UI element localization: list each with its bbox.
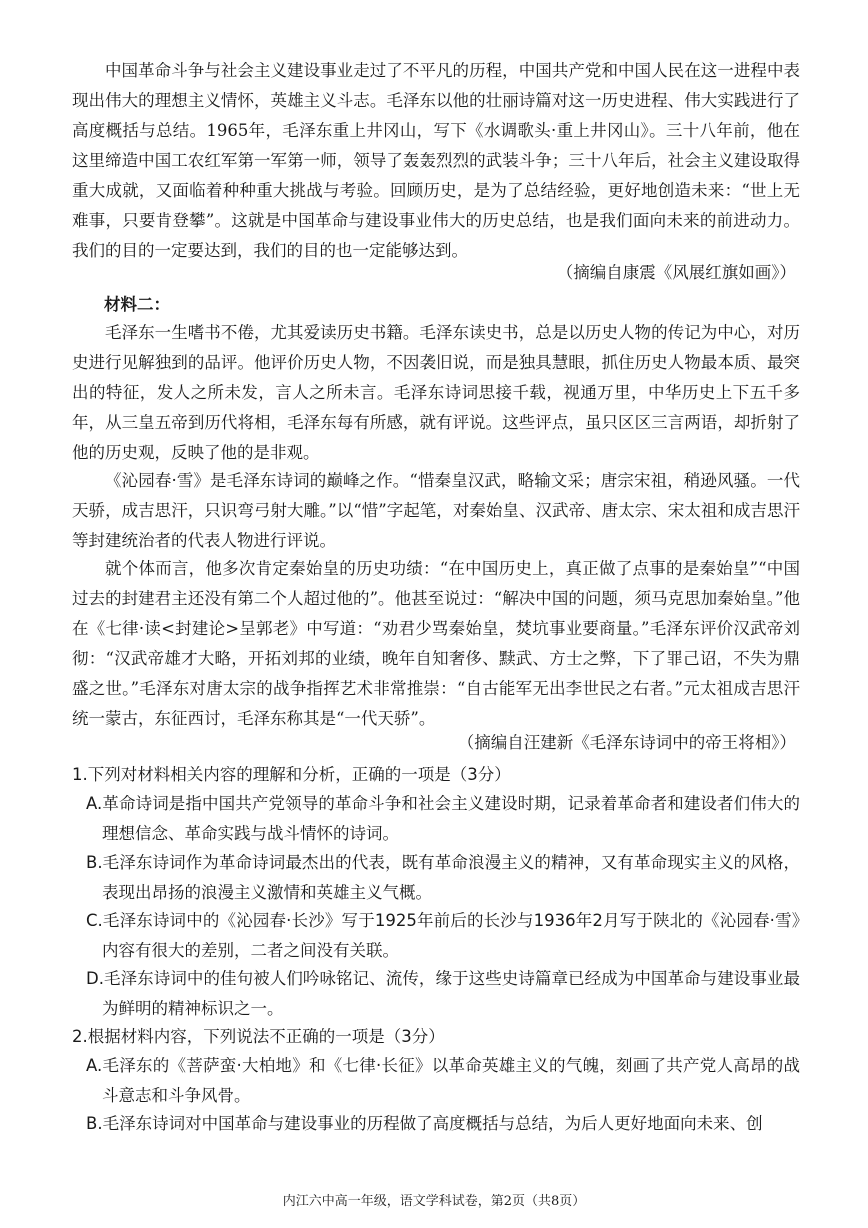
question1-option-d xyxy=(86,964,800,1024)
question1-option-d-text: D.毛泽东诗词中的佳句被人们吟咏铭记、流传，缘于这些史诗篇章已经成为中国革命与建设事业最为鲜明的精神标识之一。 xyxy=(86,969,800,1018)
material2-paragraph-1: 毛泽东一生嗜书不倦，尤其爱读历史书籍。毛泽东读史书，总是以历史人物的传记为中心，对历史进行见解独到的品评。他评价历史人物，不因袭旧说，而是独具慧眼，抓住历史人物最本质、最突出的特征，发人之所未发，言人之所未言。毛泽东诗词思接千载，视通万里，中华历史上下五千多年，从三皇五帝到历代将相，毛泽东每有所感，就有评说。这些评点，虽只区区三言两语，却折射了他的历史观，反映了他的是非观。 xyxy=(72,323,800,462)
material2-source: （摘编自汪建新《毛泽东诗词中的帝王将相》） xyxy=(457,733,796,752)
material2-paragraph-3: 就个体而言，他多次肯定秦始皇的历史功绩：“在中国历史上，真正做了点事的是秦始皇”“中国过去的封建君主还没有第二个人超过他的”。他甚至说过：“解决中国的问题，须马克思加秦始皇。”他在《七律·读<封建论>呈郭老》中写道：“劝君少骂秦始皇，焚坑事业要商量。”毛泽东评价汉武帝刘彻：“汉武帝雄才大略，开拓刘邦的业绩，晚年自知奢侈、黩武、方士之弊，下了罪己诏，不失为鼎盛之世。”毛泽东对唐太宗的战争指挥艺术非常推崇：“自古能军无出李世民之右者。”元太祖成吉思汗统一蒙古，东征西讨，毛泽东称其是“一代天骄”。 xyxy=(72,559,800,728)
question1-option-b xyxy=(86,848,800,908)
question2-stem: 2.根据材料内容，下列说法不正确的一项是（3分） xyxy=(72,1027,445,1046)
material2-heading: 材料二： xyxy=(104,295,170,314)
question2-option-a-text: A.毛泽东的《菩萨蛮·大柏地》和《七律·长征》以革命英雄主义的气魄，刻画了共产党人高昂的战斗意志和斗争风骨。 xyxy=(86,1056,800,1105)
page-footer: 内江六中高一年级，语文学科试卷，第2页（共8页） xyxy=(282,1194,586,1209)
question2-option-a xyxy=(86,1051,800,1111)
question1-option-a xyxy=(86,789,800,849)
question1-option-a-text: A.革命诗词是指中国共产党领导的革命斗争和社会主义建设时期，记录着革命者和建设者们伟大的理想信念、革命实践与战斗情怀的诗词。 xyxy=(86,794,800,843)
question1-option-b-text: B.毛泽东诗词作为革命诗词最杰出的代表，既有革命浪漫主义的精神，又有革命现实主义的风格，表现出昂扬的浪漫主义激情和英雄主义气概。 xyxy=(86,853,800,902)
material1-source: （摘编自康震《风展红旗如画》） xyxy=(556,263,796,282)
question2-option-b xyxy=(86,1109,800,1139)
question1-option-c xyxy=(86,906,800,966)
question2-option-b-text: B.毛泽东诗词对中国革命与建设事业的历程做了高度概括与总结，为后人更好地面向未来、创 xyxy=(86,1114,763,1133)
question1-stem: 1.下列对材料相关内容的理解和分析，正确的一项是（3分） xyxy=(72,765,511,784)
material1-paragraph: 中国革命斗争与社会主义建设事业走过了不平凡的历程，中国共产党和中国人民在这一进程中表现出伟大的理想主义情怀，英雄主义斗志。毛泽东以他的壮丽诗篇对这一历史进程、伟大实践进行了高度概括与总结。1965年，毛泽东重上井冈山，写下《水调歌头·重上井冈山》。三十八年前，他在这里缔造中国工农红军第一军第一师，领导了轰轰烈烈的武装斗争；三十八年后，社会主义建设取得重大成就，又面临着种种重大挑战与考验。回顾历史，是为了总结经验，更好地创造未来：“世上无难事，只要肯登攀”。这就是中国革命与建设事业伟大的历史总结，也是我们面向未来的前进动力。我们的目的一定要达到，我们的目的也一定能够达到。 xyxy=(72,61,800,260)
material2-paragraph-2: 《沁园春·雪》是毛泽东诗词的巅峰之作。“惜秦皇汉武，略输文采；唐宗宋祖，稍逊风骚。一代天骄，成吉思汗，只识弯弓射大雕。”以“惜”字起笔，对秦始皇、汉武帝、唐太宗、宋太祖和成吉思汗等封建统治者的代表人物进行评说。 xyxy=(72,471,800,550)
question1-option-c-text: C.毛泽东诗词中的《沁园春·长沙》写于1925年前后的长沙与1936年2月写于陕北的《沁园春·雪》内容有很大的差别，二者之间没有关联。 xyxy=(86,911,800,960)
